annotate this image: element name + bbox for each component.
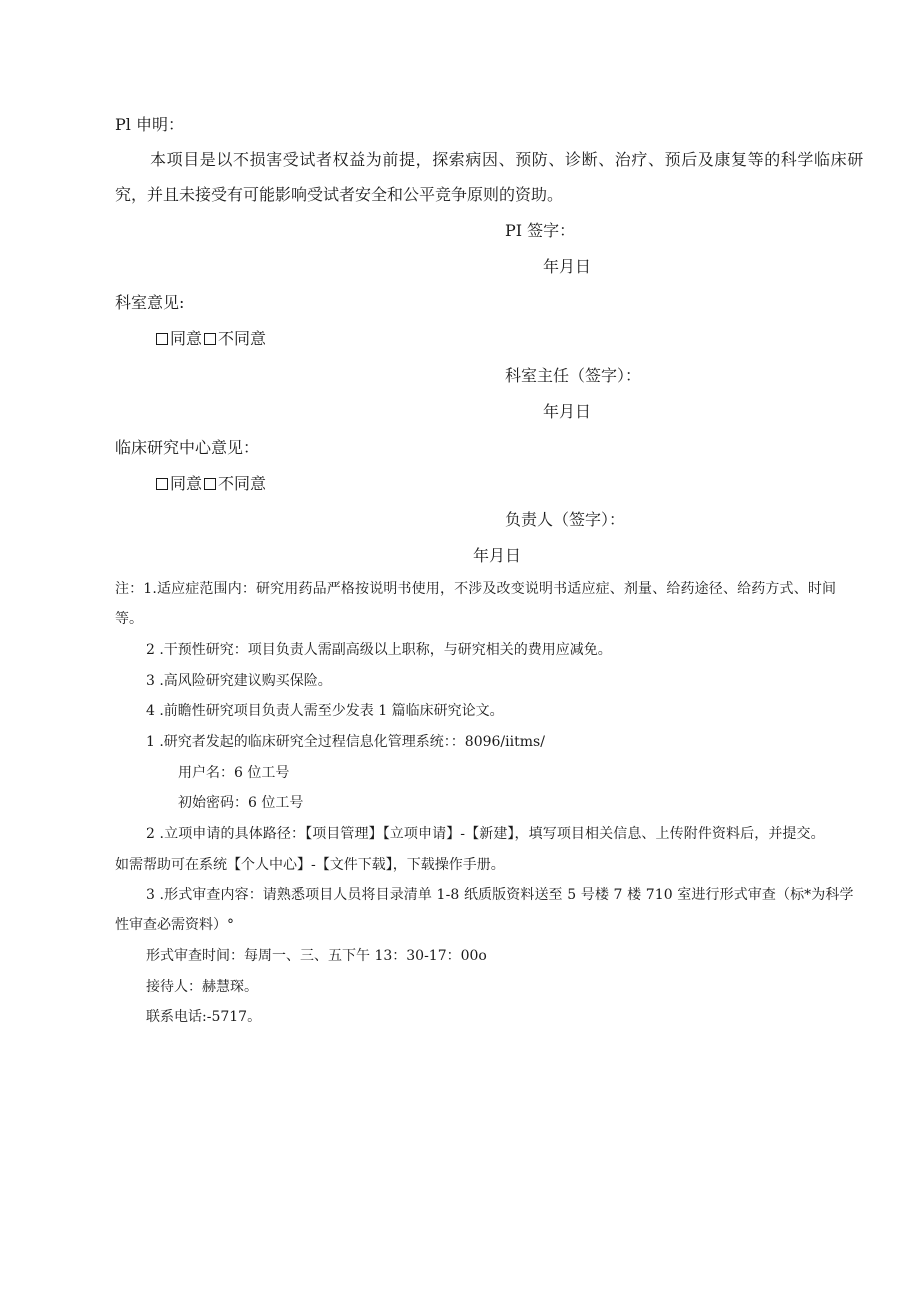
instruction-username: 用户名：6 位工号 (178, 765, 290, 781)
department-heading: 科室意见: (115, 293, 185, 312)
note-1-line1: 注：1.适应症范围内：研究用药品严格按说明书使用，不涉及改变说明书适应症、剂量、给药途径、给药方式、时间 (115, 581, 837, 597)
department-date-label: 年月日 (543, 402, 592, 421)
receptionist: 接待人：赫慧琛。 (146, 979, 258, 995)
center-options (156, 476, 266, 492)
center-signature-label: 负责人（签字）： (505, 510, 626, 529)
instruction-2-line2: 如需帮助可在系统【个人中心】-【文件下载】，下载操作手册。 (115, 857, 505, 873)
pi-statement-line2: 究，并且未接受有可能影响受试者安全和公平竞争原则的资助。 (115, 185, 564, 204)
center-agree-checkbox[interactable] (156, 478, 168, 490)
note-3: 3 .高风险研究建议购买保险。 (146, 673, 332, 689)
department-agree-label: 同意 (170, 329, 203, 348)
note-4: 4 .前瞻性研究项目负责人需至少发表 1 篇临床研究论文。 (146, 703, 504, 719)
department-signature-label: 科室主任（签字）： (505, 366, 642, 385)
pi-statement-line1: 本项目是以不损害受试者权益为前提，探索病因、预防、诊断、治疗、预后及康复等的科学临床研 (150, 150, 864, 169)
center-date-label: 年月日 (473, 546, 522, 565)
note-2: 2 .干预性研究：项目负责人需副高级以上职称，与研究相关的费用应减免。 (146, 642, 612, 658)
pi-signature-label: PI 签字： (505, 221, 576, 240)
pi-date-label: 年月日 (543, 257, 592, 276)
review-time: 形式审查时间：每周一、三、五下午 13：30-17：00o (146, 948, 487, 964)
contact-phone: 联系电话:-5717。 (146, 1009, 262, 1025)
instruction-3-line1: 3 .形式审查内容：请熟悉项目人员将目录清单 1-8 纸质版资料送至 5 号楼 7 楼 710 室进行形式审查（标*为科学 (146, 887, 854, 903)
instruction-2-line1: 2 .立项申请的具体路径：【项目管理】【立项申请】-【新建】，填写项目相关信息、上传附件资料后，并提交。 (146, 826, 825, 842)
instruction-3-line2: 性审查必需资料）° (115, 917, 234, 933)
note-1-line2: 等。 (115, 611, 143, 627)
department-disagree-label: 不同意 (218, 329, 267, 348)
instruction-password: 初始密码：6 位工号 (178, 795, 304, 811)
pi-heading: Pl 申明： (115, 115, 184, 134)
department-disagree-checkbox[interactable] (204, 333, 216, 345)
center-agree-label: 同意 (170, 474, 203, 493)
center-heading: 临床研究中心意见： (115, 438, 260, 457)
instruction-1-system: 1 .研究者发起的临床研究全过程信息化管理系统：：8096/iitms/ (146, 734, 545, 750)
department-agree-checkbox[interactable] (156, 333, 168, 345)
center-disagree-label: 不同意 (218, 474, 267, 493)
department-options (156, 331, 266, 347)
center-disagree-checkbox[interactable] (204, 478, 216, 490)
